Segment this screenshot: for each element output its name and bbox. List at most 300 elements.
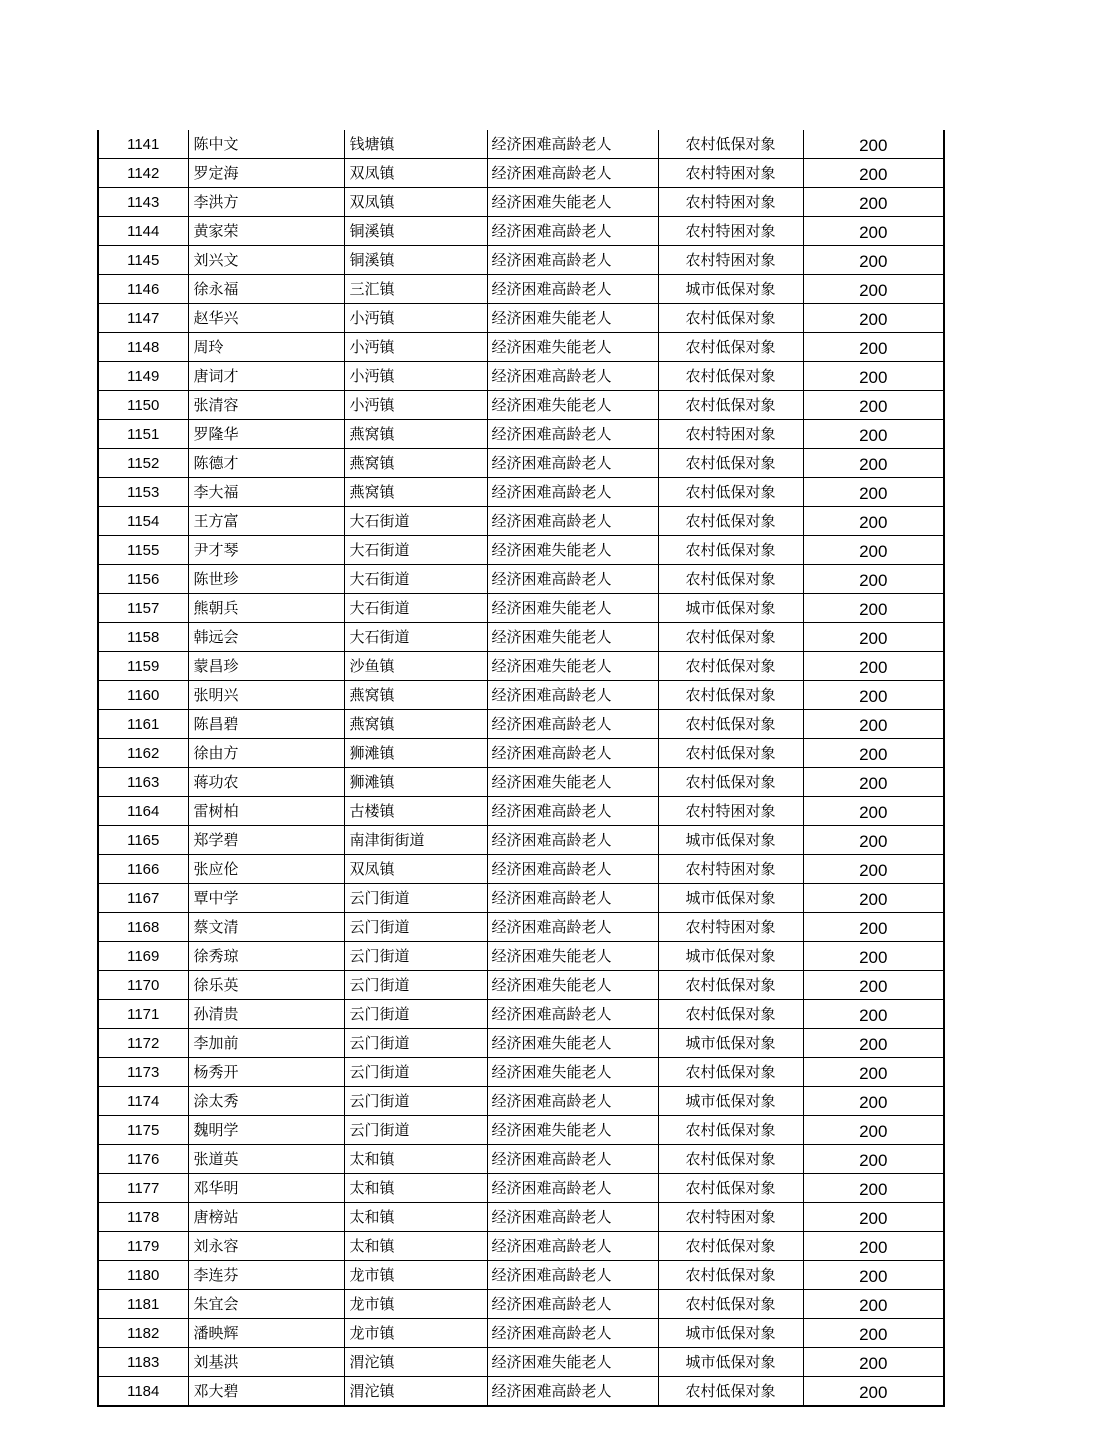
category-cell: 经济困难高龄老人 [487,826,658,855]
row-id-cell: 1144 [98,217,188,246]
table-row [98,420,944,449]
row-id-cell: 1167 [98,884,188,913]
amount-cell: 200 [803,971,944,1000]
type-cell: 农村低保对象 [658,710,803,739]
town-cell: 双凤镇 [344,159,487,188]
name-cell: 李洪方 [188,188,344,217]
table-row [98,1377,944,1407]
town-cell: 小沔镇 [344,304,487,333]
town-cell: 云门街道 [344,942,487,971]
table-row [98,768,944,797]
category-cell: 经济困难高龄老人 [487,217,658,246]
amount-cell: 200 [803,594,944,623]
type-cell: 农村特困对象 [658,217,803,246]
row-id-cell: 1179 [98,1232,188,1261]
row-id-cell: 1163 [98,768,188,797]
table-row [98,1319,944,1348]
town-cell: 云门街道 [344,884,487,913]
row-id-cell: 1153 [98,478,188,507]
amount-cell: 200 [803,710,944,739]
name-cell: 唐词才 [188,362,344,391]
type-cell: 农村低保对象 [658,1377,803,1407]
table-row [98,594,944,623]
amount-cell: 200 [803,1087,944,1116]
name-cell: 邓华明 [188,1174,344,1203]
category-cell: 经济困难高龄老人 [487,681,658,710]
row-id-cell: 1156 [98,565,188,594]
category-cell: 经济困难失能老人 [487,1348,658,1377]
category-cell: 经济困难高龄老人 [487,1087,658,1116]
amount-cell: 200 [803,884,944,913]
table-row [98,362,944,391]
type-cell: 农村低保对象 [658,971,803,1000]
town-cell: 龙市镇 [344,1261,487,1290]
name-cell: 杨秀开 [188,1058,344,1087]
category-cell: 经济困难高龄老人 [487,797,658,826]
row-id-cell: 1160 [98,681,188,710]
name-cell: 徐永福 [188,275,344,304]
name-cell: 罗隆华 [188,420,344,449]
row-id-cell: 1162 [98,739,188,768]
table-row [98,188,944,217]
town-cell: 燕窝镇 [344,420,487,449]
town-cell: 太和镇 [344,1174,487,1203]
type-cell: 农村低保对象 [658,565,803,594]
category-cell: 经济困难高龄老人 [487,420,658,449]
town-cell: 云门街道 [344,913,487,942]
type-cell: 城市低保对象 [658,275,803,304]
amount-cell: 200 [803,652,944,681]
table-row [98,1087,944,1116]
type-cell: 农村特困对象 [658,797,803,826]
category-cell: 经济困难失能老人 [487,391,658,420]
row-id-cell: 1147 [98,304,188,333]
row-id-cell: 1155 [98,536,188,565]
amount-cell: 200 [803,1203,944,1232]
type-cell: 城市低保对象 [658,1029,803,1058]
category-cell: 经济困难高龄老人 [487,1145,658,1174]
category-cell: 经济困难高龄老人 [487,1203,658,1232]
name-cell: 蒋功农 [188,768,344,797]
town-cell: 燕窝镇 [344,681,487,710]
category-cell: 经济困难高龄老人 [487,913,658,942]
category-cell: 经济困难高龄老人 [487,246,658,275]
table-row [98,246,944,275]
row-id-cell: 1159 [98,652,188,681]
name-cell: 刘永容 [188,1232,344,1261]
row-id-cell: 1166 [98,855,188,884]
table-row [98,652,944,681]
table-row [98,1145,944,1174]
category-cell: 经济困难高龄老人 [487,362,658,391]
name-cell: 唐榜站 [188,1203,344,1232]
amount-cell: 200 [803,362,944,391]
type-cell: 农村低保对象 [658,449,803,478]
row-id-cell: 1161 [98,710,188,739]
amount-cell: 200 [803,391,944,420]
row-id-cell: 1154 [98,507,188,536]
row-id-cell: 1176 [98,1145,188,1174]
table-row [98,1116,944,1145]
type-cell: 城市低保对象 [658,826,803,855]
town-cell: 燕窝镇 [344,710,487,739]
amount-cell: 200 [803,768,944,797]
type-cell: 农村低保对象 [658,1145,803,1174]
name-cell: 徐由方 [188,739,344,768]
table-row [98,1261,944,1290]
category-cell: 经济困难失能老人 [487,536,658,565]
name-cell: 王方富 [188,507,344,536]
table-row [98,333,944,362]
amount-cell: 200 [803,1058,944,1087]
category-cell: 经济困难高龄老人 [487,130,658,159]
row-id-cell: 1183 [98,1348,188,1377]
amount-cell: 200 [803,130,944,159]
town-cell: 小沔镇 [344,391,487,420]
type-cell: 农村低保对象 [658,768,803,797]
amount-cell: 200 [803,507,944,536]
type-cell: 农村低保对象 [658,1000,803,1029]
amount-cell: 200 [803,623,944,652]
row-id-cell: 1158 [98,623,188,652]
row-id-cell: 1172 [98,1029,188,1058]
category-cell: 经济困难高龄老人 [487,478,658,507]
amount-cell: 200 [803,826,944,855]
amount-cell: 200 [803,1290,944,1319]
row-id-cell: 1168 [98,913,188,942]
table-body [98,130,944,1406]
type-cell: 城市低保对象 [658,594,803,623]
amount-cell: 200 [803,159,944,188]
category-cell: 经济困难失能老人 [487,623,658,652]
type-cell: 农村低保对象 [658,536,803,565]
table-row [98,1029,944,1058]
table-row [98,130,944,159]
name-cell: 邓大碧 [188,1377,344,1407]
name-cell: 覃中学 [188,884,344,913]
type-cell: 农村低保对象 [658,623,803,652]
name-cell: 潘映辉 [188,1319,344,1348]
amount-cell: 200 [803,1029,944,1058]
category-cell: 经济困难失能老人 [487,304,658,333]
amount-cell: 200 [803,420,944,449]
amount-cell: 200 [803,855,944,884]
category-cell: 经济困难失能老人 [487,1058,658,1087]
town-cell: 云门街道 [344,1000,487,1029]
town-cell: 狮滩镇 [344,739,487,768]
row-id-cell: 1141 [98,130,188,159]
row-id-cell: 1180 [98,1261,188,1290]
table-row [98,536,944,565]
type-cell: 农村特困对象 [658,855,803,884]
name-cell: 刘兴文 [188,246,344,275]
table-row [98,217,944,246]
row-id-cell: 1142 [98,159,188,188]
category-cell: 经济困难高龄老人 [487,1319,658,1348]
name-cell: 李大福 [188,478,344,507]
category-cell: 经济困难高龄老人 [487,1174,658,1203]
category-cell: 经济困难失能老人 [487,594,658,623]
category-cell: 经济困难失能老人 [487,188,658,217]
name-cell: 张应伦 [188,855,344,884]
name-cell: 雷树柏 [188,797,344,826]
row-id-cell: 1165 [98,826,188,855]
type-cell: 农村特困对象 [658,188,803,217]
town-cell: 小沔镇 [344,362,487,391]
amount-cell: 200 [803,739,944,768]
type-cell: 城市低保对象 [658,1319,803,1348]
town-cell: 太和镇 [344,1145,487,1174]
town-cell: 龙市镇 [344,1319,487,1348]
category-cell: 经济困难高龄老人 [487,855,658,884]
table-row [98,1000,944,1029]
town-cell: 大石街道 [344,594,487,623]
town-cell: 铜溪镇 [344,246,487,275]
row-id-cell: 1146 [98,275,188,304]
table-row [98,1203,944,1232]
type-cell: 农村低保对象 [658,304,803,333]
type-cell: 农村低保对象 [658,391,803,420]
row-id-cell: 1171 [98,1000,188,1029]
town-cell: 古楼镇 [344,797,487,826]
town-cell: 双凤镇 [344,188,487,217]
table-row [98,797,944,826]
table-row [98,710,944,739]
amount-cell: 200 [803,246,944,275]
amount-cell: 200 [803,1000,944,1029]
category-cell: 经济困难失能老人 [487,971,658,1000]
town-cell: 沙鱼镇 [344,652,487,681]
amount-cell: 200 [803,478,944,507]
name-cell: 陈德才 [188,449,344,478]
table-row [98,507,944,536]
category-cell: 经济困难高龄老人 [487,710,658,739]
amount-cell: 200 [803,304,944,333]
amount-cell: 200 [803,217,944,246]
type-cell: 农村低保对象 [658,1174,803,1203]
table-row [98,304,944,333]
town-cell: 大石街道 [344,623,487,652]
row-id-cell: 1143 [98,188,188,217]
type-cell: 农村低保对象 [658,739,803,768]
category-cell: 经济困难高龄老人 [487,159,658,188]
row-id-cell: 1169 [98,942,188,971]
amount-cell: 200 [803,333,944,362]
subsidy-table [97,130,945,1407]
category-cell: 经济困难失能老人 [487,1116,658,1145]
name-cell: 李加前 [188,1029,344,1058]
type-cell: 农村低保对象 [658,362,803,391]
amount-cell: 200 [803,565,944,594]
table-row [98,275,944,304]
name-cell: 陈中文 [188,130,344,159]
category-cell: 经济困难失能老人 [487,652,658,681]
category-cell: 经济困难高龄老人 [487,507,658,536]
type-cell: 城市低保对象 [658,942,803,971]
amount-cell: 200 [803,188,944,217]
town-cell: 云门街道 [344,971,487,1000]
row-id-cell: 1177 [98,1174,188,1203]
row-id-cell: 1149 [98,362,188,391]
town-cell: 太和镇 [344,1232,487,1261]
category-cell: 经济困难高龄老人 [487,1290,658,1319]
table-row [98,1232,944,1261]
row-id-cell: 1164 [98,797,188,826]
type-cell: 农村低保对象 [658,1232,803,1261]
type-cell: 城市低保对象 [658,884,803,913]
category-cell: 经济困难高龄老人 [487,449,658,478]
category-cell: 经济困难高龄老人 [487,565,658,594]
town-cell: 渭沱镇 [344,1377,487,1407]
row-id-cell: 1150 [98,391,188,420]
town-cell: 大石街道 [344,536,487,565]
table-row [98,681,944,710]
row-id-cell: 1174 [98,1087,188,1116]
row-id-cell: 1152 [98,449,188,478]
row-id-cell: 1175 [98,1116,188,1145]
row-id-cell: 1181 [98,1290,188,1319]
name-cell: 罗定海 [188,159,344,188]
table-row [98,565,944,594]
table-row [98,884,944,913]
name-cell: 孙清贵 [188,1000,344,1029]
amount-cell: 200 [803,275,944,304]
amount-cell: 200 [803,1377,944,1407]
table-row [98,1290,944,1319]
town-cell: 钱塘镇 [344,130,487,159]
table-row [98,826,944,855]
town-cell: 大石街道 [344,565,487,594]
type-cell: 城市低保对象 [658,1087,803,1116]
table-row [98,1348,944,1377]
table-row [98,739,944,768]
name-cell: 刘基洪 [188,1348,344,1377]
name-cell: 黄家荣 [188,217,344,246]
table-row [98,391,944,420]
name-cell: 李连芬 [188,1261,344,1290]
amount-cell: 200 [803,942,944,971]
type-cell: 城市低保对象 [658,1348,803,1377]
name-cell: 张道英 [188,1145,344,1174]
table-row [98,449,944,478]
amount-cell: 200 [803,1145,944,1174]
name-cell: 徐乐英 [188,971,344,1000]
row-id-cell: 1182 [98,1319,188,1348]
town-cell: 三汇镇 [344,275,487,304]
table-row [98,1174,944,1203]
type-cell: 农村低保对象 [658,130,803,159]
town-cell: 燕窝镇 [344,478,487,507]
town-cell: 南津街街道 [344,826,487,855]
name-cell: 韩远会 [188,623,344,652]
town-cell: 云门街道 [344,1058,487,1087]
name-cell: 蔡文清 [188,913,344,942]
category-cell: 经济困难失能老人 [487,1029,658,1058]
type-cell: 农村低保对象 [658,1058,803,1087]
name-cell: 陈昌碧 [188,710,344,739]
name-cell: 赵华兴 [188,304,344,333]
name-cell: 张清容 [188,391,344,420]
row-id-cell: 1184 [98,1377,188,1407]
town-cell: 云门街道 [344,1029,487,1058]
town-cell: 云门街道 [344,1087,487,1116]
town-cell: 燕窝镇 [344,449,487,478]
town-cell: 铜溪镇 [344,217,487,246]
name-cell: 周玲 [188,333,344,362]
type-cell: 农村低保对象 [658,1290,803,1319]
type-cell: 农村低保对象 [658,507,803,536]
amount-cell: 200 [803,913,944,942]
table-row [98,942,944,971]
category-cell: 经济困难失能老人 [487,942,658,971]
table-row [98,1058,944,1087]
town-cell: 太和镇 [344,1203,487,1232]
table-row [98,478,944,507]
category-cell: 经济困难高龄老人 [487,1377,658,1407]
type-cell: 农村低保对象 [658,681,803,710]
amount-cell: 200 [803,449,944,478]
amount-cell: 200 [803,1232,944,1261]
name-cell: 张明兴 [188,681,344,710]
type-cell: 农村特困对象 [658,420,803,449]
category-cell: 经济困难高龄老人 [487,1000,658,1029]
name-cell: 涂太秀 [188,1087,344,1116]
town-cell: 狮滩镇 [344,768,487,797]
amount-cell: 200 [803,681,944,710]
name-cell: 陈世珍 [188,565,344,594]
category-cell: 经济困难高龄老人 [487,275,658,304]
amount-cell: 200 [803,1348,944,1377]
name-cell: 尹才琴 [188,536,344,565]
name-cell: 郑学碧 [188,826,344,855]
town-cell: 双凤镇 [344,855,487,884]
name-cell: 徐秀琼 [188,942,344,971]
amount-cell: 200 [803,536,944,565]
category-cell: 经济困难失能老人 [487,768,658,797]
table-row [98,159,944,188]
row-id-cell: 1157 [98,594,188,623]
town-cell: 小沔镇 [344,333,487,362]
type-cell: 农村低保对象 [658,1261,803,1290]
town-cell: 云门街道 [344,1116,487,1145]
type-cell: 农村特困对象 [658,159,803,188]
name-cell: 熊朝兵 [188,594,344,623]
row-id-cell: 1148 [98,333,188,362]
row-id-cell: 1170 [98,971,188,1000]
type-cell: 农村低保对象 [658,1116,803,1145]
type-cell: 农村低保对象 [658,333,803,362]
category-cell: 经济困难高龄老人 [487,1261,658,1290]
town-cell: 渭沱镇 [344,1348,487,1377]
category-cell: 经济困难高龄老人 [487,884,658,913]
type-cell: 农村低保对象 [658,478,803,507]
name-cell: 魏明学 [188,1116,344,1145]
table-row [98,913,944,942]
town-cell: 龙市镇 [344,1290,487,1319]
name-cell: 朱宜会 [188,1290,344,1319]
type-cell: 农村特困对象 [658,246,803,275]
amount-cell: 200 [803,1261,944,1290]
type-cell: 农村特困对象 [658,1203,803,1232]
amount-cell: 200 [803,1174,944,1203]
row-id-cell: 1178 [98,1203,188,1232]
amount-cell: 200 [803,1319,944,1348]
row-id-cell: 1145 [98,246,188,275]
table-row [98,855,944,884]
amount-cell: 200 [803,797,944,826]
type-cell: 农村低保对象 [658,652,803,681]
category-cell: 经济困难失能老人 [487,333,658,362]
